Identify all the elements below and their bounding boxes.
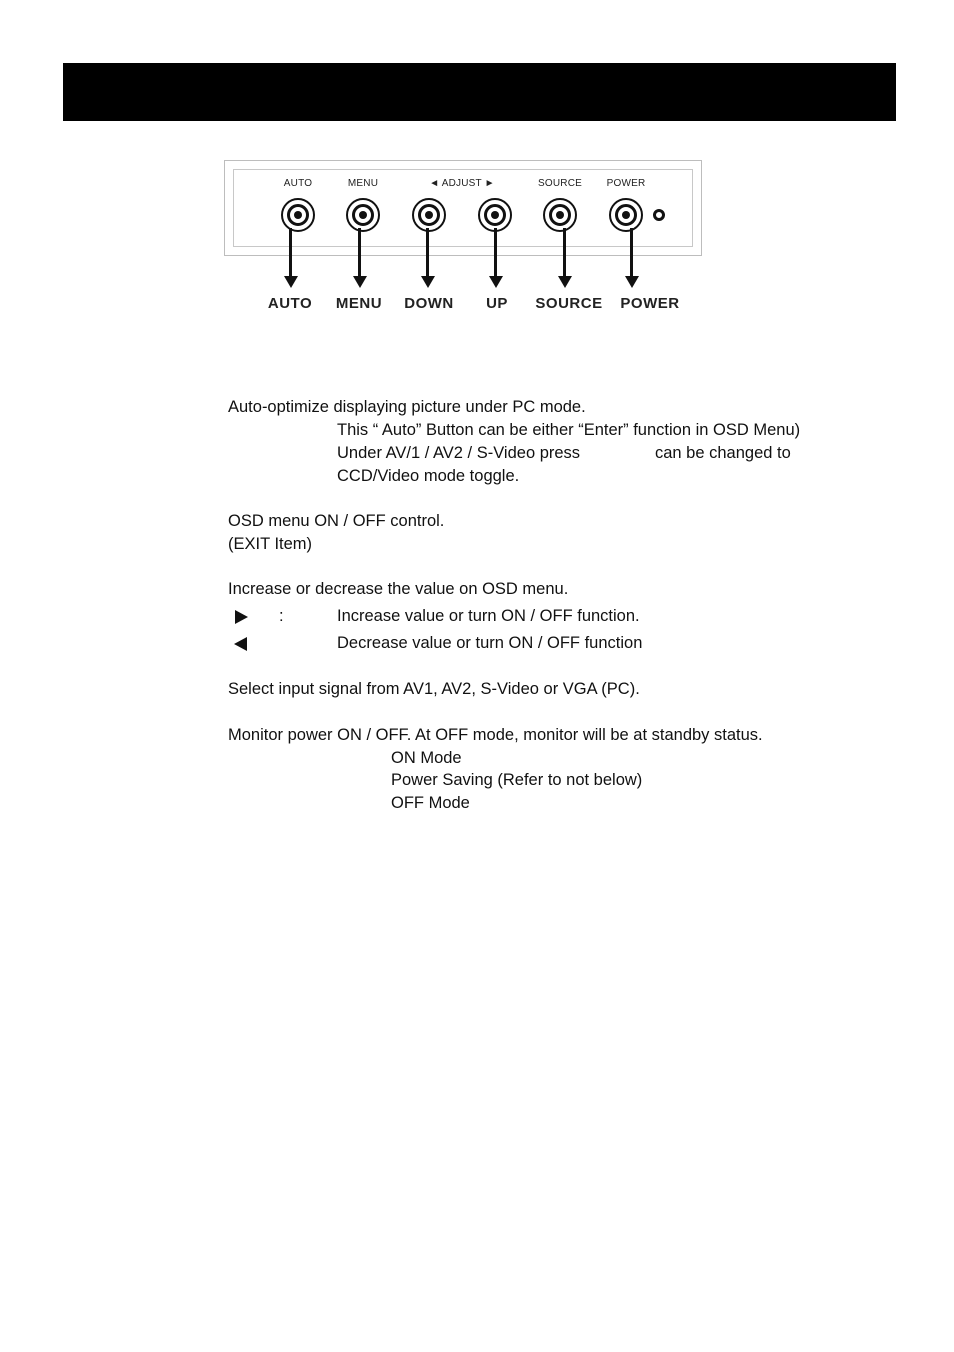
menu-description: OSD menu ON / OFF control. <box>228 512 445 530</box>
arrow-line <box>289 228 292 280</box>
triangle-right-icon <box>235 610 248 624</box>
auto-av-note: Under AV/1 / AV2 / S-Video press <box>337 444 581 462</box>
label-menu: MENU <box>335 295 383 312</box>
source-button-knob[interactable] <box>543 198 577 232</box>
triangle-left-icon <box>234 637 247 651</box>
adjust-increase: Increase value or turn ON / OFF function. <box>337 607 640 625</box>
header-bar <box>63 63 896 121</box>
label-power: POWER <box>620 295 680 312</box>
power-description: Monitor power ON / OFF. At OFF mode, monitor will be at standby status. <box>228 726 763 744</box>
control-panel-diagram <box>222 158 706 323</box>
auto-enter-note: This “ Auto” Button can be either “Enter” function in OSD Menu) <box>337 421 801 439</box>
adjust-description: Increase or decrease the value on OSD menu. <box>228 580 569 598</box>
arrow-down-icon <box>284 276 298 288</box>
arrow-line <box>563 228 566 280</box>
up-button-knob[interactable] <box>478 198 512 232</box>
arrow-down-icon <box>353 276 367 288</box>
auto-av-note-cont: can be changed to <box>655 444 791 462</box>
panel-label-adjust: ◄ ADJUST ► <box>429 178 495 189</box>
arrow-line <box>494 228 497 280</box>
label-source: SOURCE <box>535 295 603 312</box>
power-saving-mode: Power Saving (Refer to not below) <box>391 771 643 789</box>
down-button-knob[interactable] <box>412 198 446 232</box>
arrow-down-icon <box>558 276 572 288</box>
auto-description: Auto-optimize displaying picture under PC mode. <box>228 398 586 416</box>
panel-label-source: SOURCE <box>538 178 582 189</box>
power-off-mode: OFF Mode <box>391 794 470 812</box>
arrow-down-icon <box>421 276 435 288</box>
arrow-down-icon <box>625 276 639 288</box>
arrow-line <box>426 228 429 280</box>
arrow-line <box>630 228 633 280</box>
power-button-knob[interactable] <box>609 198 643 232</box>
auto-button-knob[interactable] <box>281 198 315 232</box>
power-led-indicator <box>653 209 665 221</box>
panel-label-menu: MENU <box>347 178 379 189</box>
label-down: DOWN <box>404 295 454 312</box>
adjust-decrease: Decrease value or turn ON / OFF function <box>337 634 643 652</box>
adjust-colon: : <box>279 607 284 625</box>
power-on-mode: ON Mode <box>391 749 462 767</box>
menu-exit-note: (EXIT Item) <box>228 535 313 553</box>
arrow-down-icon <box>489 276 503 288</box>
panel-label-power: POWER <box>606 178 646 189</box>
arrow-line <box>358 228 361 280</box>
label-up: UP <box>486 295 508 312</box>
menu-button-knob[interactable] <box>346 198 380 232</box>
source-description: Select input signal from AV1, AV2, S-Video or VGA (PC). <box>228 680 640 698</box>
label-auto: AUTO <box>267 295 313 312</box>
auto-ccd-note: CCD/Video mode toggle. <box>337 467 520 485</box>
panel-label-auto: AUTO <box>283 178 313 189</box>
